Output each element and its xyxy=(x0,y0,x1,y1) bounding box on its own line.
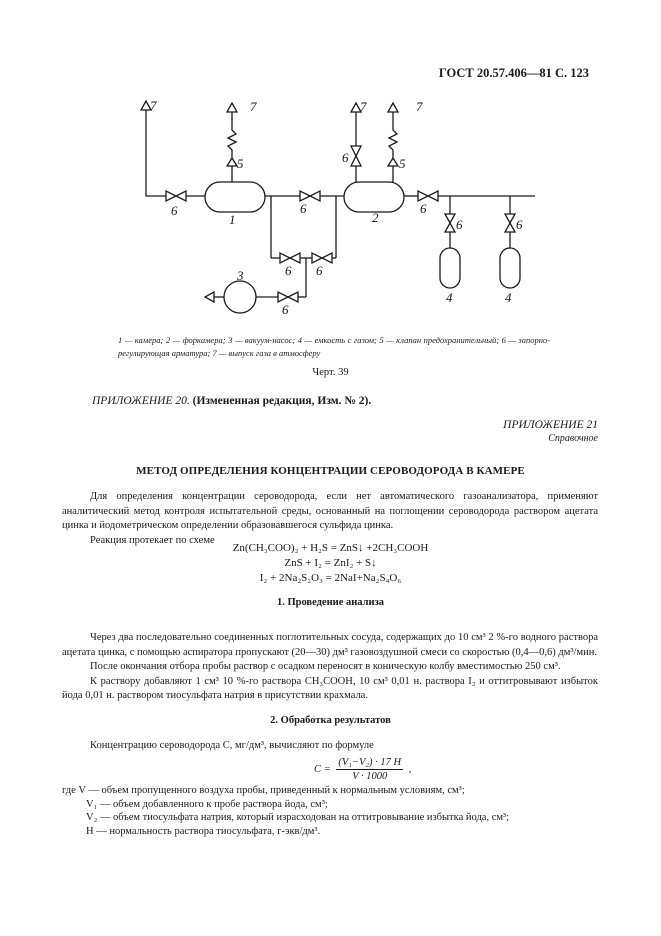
label-forechamber: 2 xyxy=(372,210,379,225)
label-vent-2: 7 xyxy=(250,99,257,114)
reaction-intro: Реакция протекает по схеме xyxy=(90,534,215,546)
definition-v1: V₁ — объем добавленного к пробе раствора йода, см³; xyxy=(86,798,328,810)
formula-lhs: C = xyxy=(314,763,331,775)
page-header: ГОСТ 20.57.406—81 С. 123 xyxy=(438,66,589,80)
label-valve-tank-2: 6 xyxy=(516,217,523,232)
appendix-20-note xyxy=(92,395,371,407)
section-1-body xyxy=(62,631,598,704)
section-2-intro xyxy=(62,739,598,754)
label-valve-right: 6 xyxy=(420,201,427,216)
definition-v2: V₂ — объем тиосульфата натрия, который израсходован на оттитровывание избытка йода, см³; xyxy=(86,812,510,823)
intro-paragraph: Для определения концентрации сероводорода, если нет автоматического газоанализатора, применяют аналитический метод контроля испытательной среды, основанный на поглощении сероводорода раствором ацетата цинка и йодометрическом определении образовавшегося сульфида цинка. xyxy=(62,491,598,531)
appendix-21-label: ПРИЛОЖЕНИЕ 21 xyxy=(503,419,598,431)
formula-numerator: (V₁−V₂) · 17 H xyxy=(338,757,402,768)
label-valve-mid: 6 xyxy=(300,201,307,216)
section-1-title: 1. Проведение анализа xyxy=(276,597,385,608)
definition-v: где V — объем пропущенного воздуха пробы, приведенный к нормальным условиям, см³; xyxy=(62,785,465,796)
label-safety-1: 5 xyxy=(237,156,244,171)
equation-3: I₂ + 2Na₂S₂O₃ = 2NaI+Na₂S₄O₆ xyxy=(259,572,402,584)
formula-tail: , xyxy=(408,763,412,775)
label-tank-2: 4 xyxy=(505,290,512,305)
formula-fraction xyxy=(336,757,403,782)
label-chamber: 1 xyxy=(229,212,236,227)
label-tank-1: 4 xyxy=(446,290,453,305)
label-valve-left: 6 xyxy=(171,203,178,218)
label-pump: 3 xyxy=(237,268,244,283)
diagram-legend: 1 — камера; 2 — форкамера; 3 — вакуум-насос; 4 — емкость с газом; 5 — клапан предохранительный; 6 — запорно-регулирующая арматура; 7 — выпуск газа в атмосферу xyxy=(118,335,550,358)
equation-2: ZnS + I₂ = ZnI₂ + S↓ xyxy=(284,557,377,569)
apparatus-diagram xyxy=(0,0,661,330)
section-1-p2: После окончания отбора пробы раствор с осадком переносят в коническую колбу вместимостью 250 см³. xyxy=(90,661,561,672)
label-vent-3: 7 xyxy=(360,99,367,114)
section-1-p1: Через два последовательно соединенных поглотительных сосуда, содержащих до 10 см³ 2 %-го водного раствора ацетата цинка, с помощью аспиратора пропускают (20—30) дм³ газовоздушной смеси со скоростью (0,4—0,6) дм³/мин. xyxy=(62,632,598,658)
method-title: МЕТОД ОПРЕДЕЛЕНИЯ КОНЦЕНТРАЦИИ СЕРОВОДОРОДА В КАМЕРЕ xyxy=(136,465,525,477)
section-2-p1: Концентрацию сероводорода C, мг/дм³, вычисляют по формуле xyxy=(90,740,374,751)
appendix-20-label: ПРИЛОЖЕНИЕ 20. xyxy=(92,395,190,407)
appendix-20-change: (Измененная редакция, Изм. № 2). xyxy=(192,395,372,407)
label-valve-bypass-1: 6 xyxy=(285,263,292,278)
label-safety-2: 5 xyxy=(399,156,406,171)
appendix-21-sub: Справочное xyxy=(548,433,598,444)
label-vent-1: 7 xyxy=(150,98,157,113)
label-valve-bypass-2: 6 xyxy=(316,263,323,278)
formula-denominator: V · 1000 xyxy=(352,771,388,782)
figure-caption: Черт. 39 xyxy=(312,367,349,378)
concentration-formula xyxy=(314,757,411,782)
section-2-title: 2. Обработка результатов xyxy=(270,715,391,726)
label-valve-pump: 6 xyxy=(282,302,289,317)
label-valve-vent: 6 xyxy=(342,150,349,165)
formula-definitions xyxy=(62,784,598,838)
label-valve-tank-1: 6 xyxy=(456,217,463,232)
label-vent-4: 7 xyxy=(416,99,423,114)
intro-block xyxy=(62,490,598,548)
section-1-p3: К раствору добавляют 1 см³ 10 %-го раствора CH₃COOH, 10 см³ 0,01 н. раствора I₂ и оттитровывают избыток йода 0,01 н. раствором тиосульфата натрия в присутствии крахмала. xyxy=(62,675,598,701)
equation-1: Zn(CH₃COO)₂ + H₂S = ZnS↓ +2CH₃COOH xyxy=(232,542,429,554)
definition-h: H — нормальность раствора тиосульфата, г-экв/дм³. xyxy=(86,825,321,837)
appendix-21-heading xyxy=(503,418,598,446)
